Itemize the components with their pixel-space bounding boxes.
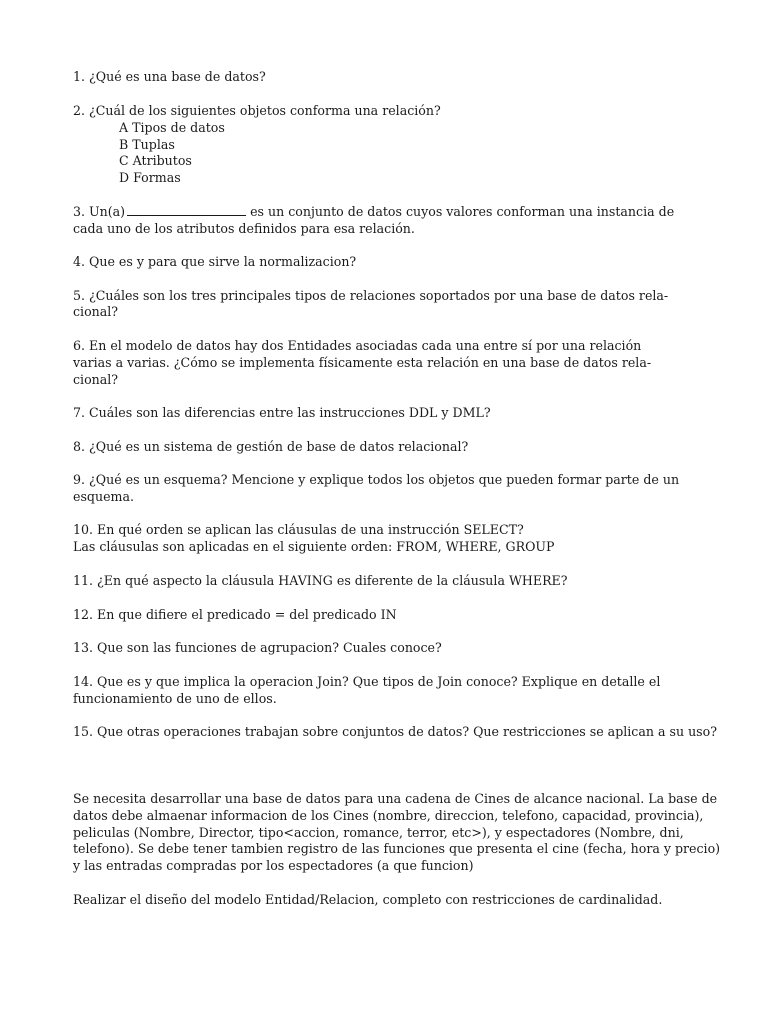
question-3-start: 3. Un(a) xyxy=(73,204,126,219)
question-12: 12. En que difiere el predicado = del predicado IN xyxy=(73,607,397,622)
question-2-option-b: B Tuplas xyxy=(119,137,175,152)
question-9-line-2: esquema. xyxy=(73,489,134,504)
exercise-line-4: telefono). Se debe tener tambien registro de las funciones que presenta el cine (fecha, hora y precio) xyxy=(73,841,721,856)
question-14-line-2: funcionamiento de uno de ellos. xyxy=(73,691,277,706)
question-3-end: es un conjunto de datos cuyos valores conforman una instancia de xyxy=(250,204,675,219)
question-6-line-3: cional? xyxy=(73,372,119,387)
exercise-line-1: Se necesita desarrollar una base de datos para una cadena de Cines de alcance nacional. La base de xyxy=(73,791,718,806)
question-1: 1. ¿Qué es una base de datos? xyxy=(73,69,266,84)
exercise-task: Realizar el diseño del modelo Entidad/Relacion, completo con restricciones de cardinalidad. xyxy=(73,892,663,907)
question-4: 4. Que es y para que sirve la normalizacion? xyxy=(73,254,357,269)
fill-in-blank xyxy=(127,204,246,216)
question-6: 6. En el modelo de datos hay dos Entidades asociadas cada una entre sí por una relación xyxy=(73,338,642,353)
exercise-line-3: peliculas (Nombre, Director, tipo<accion, romance, terror, etc>), y espectadores (Nombre, dni, xyxy=(73,825,684,840)
question-15: 15. Que otras operaciones trabajan sobre conjuntos de datos? Que restricciones se aplican a su uso? xyxy=(73,724,717,739)
question-11: 11. ¿En qué aspecto la cláusula HAVING es diferente de la cláusula WHERE? xyxy=(73,573,568,588)
question-2-option-d: D Formas xyxy=(119,170,181,185)
question-10: 10. En qué orden se aplican las cláusulas de una instrucción SELECT? xyxy=(73,522,524,537)
question-13: 13. Que son las funciones de agrupacion? Cuales conoce? xyxy=(73,640,442,655)
exercise-line-5: y las entradas compradas por los espectadores (a que funcion) xyxy=(73,858,474,873)
question-3-line-2: cada uno de los atributos definidos para esa relación. xyxy=(73,221,415,236)
question-8: 8. ¿Qué es un sistema de gestión de base de datos relacional? xyxy=(73,439,469,454)
question-3 xyxy=(73,204,674,221)
question-7: 7. Cuáles son las diferencias entre las instrucciones DDL y DML? xyxy=(73,405,491,420)
question-6-line-2: varias a varias. ¿Cómo se implementa físicamente esta relación en una base de datos rela- xyxy=(73,355,652,370)
question-10-line-2: Las cláusulas son aplicadas en el siguiente orden: FROM, WHERE, GROUP xyxy=(73,539,555,554)
question-5: 5. ¿Cuáles son los tres principales tipos de relaciones soportados por una base de datos rela- xyxy=(73,288,669,303)
question-2-option-c: C Atributos xyxy=(119,153,192,168)
question-2-option-a: A Tipos de datos xyxy=(119,120,225,135)
exercise-line-2: datos debe almaenar informacion de los Cines (nombre, direccion, telefono, capacidad, provincia), xyxy=(73,808,704,823)
question-5-line-2: cional? xyxy=(73,304,119,319)
question-2: 2. ¿Cuál de los siguientes objetos conforma una relación? xyxy=(73,103,441,118)
question-9: 9. ¿Qué es un esquema? Mencione y explique todos los objetos que pueden formar parte de un xyxy=(73,472,680,487)
question-14: 14. Que es y que implica la operacion Join? Que tipos de Join conoce? Explique en detalle el xyxy=(73,674,661,689)
